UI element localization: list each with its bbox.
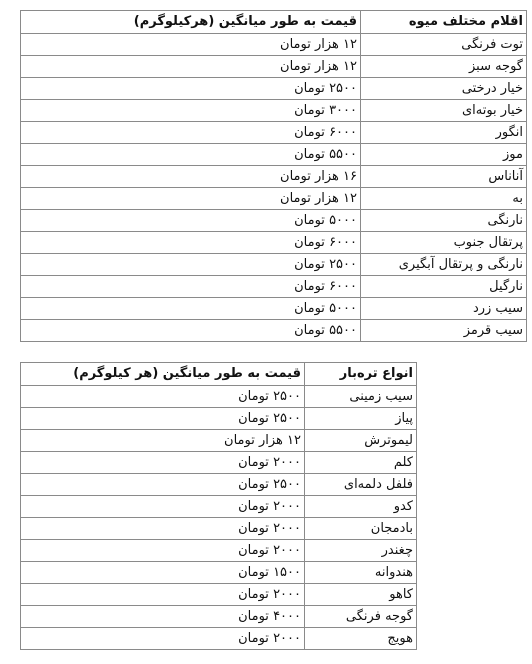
item-name-cell: گوجه سبز <box>361 56 527 78</box>
item-name-cell: بادمجان <box>305 518 417 540</box>
item-price-cell: ۲۰۰۰ تومان <box>21 518 305 540</box>
table-row <box>21 188 527 210</box>
item-name-cell: پرتقال جنوب <box>361 232 527 254</box>
item-name-cell: به <box>361 188 527 210</box>
table-row <box>21 34 527 56</box>
table-row <box>21 562 417 584</box>
item-name-cell: سیب قرمز <box>361 320 527 342</box>
item-price-cell: ۵۰۰۰ تومان <box>21 210 361 232</box>
table-header-row <box>21 11 527 34</box>
fruit-price-table <box>20 10 527 342</box>
item-name-cell: انگور <box>361 122 527 144</box>
item-price-cell: ۲۰۰۰ تومان <box>21 540 305 562</box>
item-name-cell: خیار درختی <box>361 78 527 100</box>
item-price-cell: ۲۵۰۰ تومان <box>21 408 305 430</box>
table-row <box>21 56 527 78</box>
item-price-cell: ۱۵۰۰ تومان <box>21 562 305 584</box>
item-name-cell: موز <box>361 144 527 166</box>
table-row <box>21 518 417 540</box>
item-name-cell: نارگیل <box>361 276 527 298</box>
table-row <box>21 628 417 650</box>
table-row <box>21 320 527 342</box>
item-name-cell: کاهو <box>305 584 417 606</box>
item-name-cell: نارنگی <box>361 210 527 232</box>
table-row <box>21 276 527 298</box>
item-price-cell: ۲۰۰۰ تومان <box>21 496 305 518</box>
table-row <box>21 452 417 474</box>
table-row <box>21 540 417 562</box>
item-price-cell: ۴۰۰۰ تومان <box>21 606 305 628</box>
item-price-cell: ۳۰۰۰ تومان <box>21 100 361 122</box>
item-price-cell: ۲۵۰۰ تومان <box>21 386 305 408</box>
item-name-cell: سیب زرد <box>361 298 527 320</box>
item-name-cell: لیموترش <box>305 430 417 452</box>
item-price-cell: ۱۲ هزار تومان <box>21 56 361 78</box>
table-row <box>21 584 417 606</box>
item-name-cell: فلفل دلمه‌ای <box>305 474 417 496</box>
table-header-row <box>21 363 417 386</box>
item-price-cell: ۶۰۰۰ تومان <box>21 122 361 144</box>
fruit-name-header: اقلام مختلف میوه <box>361 11 527 34</box>
item-name-cell: آناناس <box>361 166 527 188</box>
item-price-cell: ۵۵۰۰ تومان <box>21 144 361 166</box>
item-price-cell: ۲۰۰۰ تومان <box>21 628 305 650</box>
table-row <box>21 232 527 254</box>
item-name-cell: هندوانه <box>305 562 417 584</box>
table-row <box>21 474 417 496</box>
item-price-cell: ۱۲ هزار تومان <box>21 430 305 452</box>
fruit-rows <box>21 34 527 342</box>
item-price-cell: ۱۲ هزار تومان <box>21 34 361 56</box>
table-row <box>21 606 417 628</box>
table-row <box>21 144 527 166</box>
vegetable-name-header: انواع تره‌بار <box>305 363 417 386</box>
item-name-cell: توت فرنگی <box>361 34 527 56</box>
item-price-cell: ۲۰۰۰ تومان <box>21 452 305 474</box>
item-price-cell: ۲۵۰۰ تومان <box>21 254 361 276</box>
table-row <box>21 166 527 188</box>
item-price-cell: ۱۶ هزار تومان <box>21 166 361 188</box>
table-row <box>21 100 527 122</box>
item-name-cell: چغندر <box>305 540 417 562</box>
item-name-cell: کلم <box>305 452 417 474</box>
table-row <box>21 430 417 452</box>
table-row <box>21 408 417 430</box>
table-row <box>21 210 527 232</box>
item-name-cell: پیاز <box>305 408 417 430</box>
table-row <box>21 386 417 408</box>
item-price-cell: ۲۵۰۰ تومان <box>21 78 361 100</box>
item-price-cell: ۶۰۰۰ تومان <box>21 276 361 298</box>
item-name-cell: هویج <box>305 628 417 650</box>
table-row <box>21 122 527 144</box>
item-name-cell: خیار بوته‌ای <box>361 100 527 122</box>
item-price-cell: ۶۰۰۰ تومان <box>21 232 361 254</box>
item-name-cell: نارنگی و پرتقال آبگیری <box>361 254 527 276</box>
item-price-cell: ۱۲ هزار تومان <box>21 188 361 210</box>
item-price-cell: ۲۵۰۰ تومان <box>21 474 305 496</box>
item-price-cell: ۲۰۰۰ تومان <box>21 584 305 606</box>
item-name-cell: گوجه فرنگی <box>305 606 417 628</box>
fruit-price-header: قیمت به طور میانگین (هرکیلوگرم) <box>21 11 361 34</box>
vegetable-rows <box>21 386 417 650</box>
item-name-cell: سیب زمینی <box>305 386 417 408</box>
item-price-cell: ۵۰۰۰ تومان <box>21 298 361 320</box>
vegetable-price-header: قیمت به طور میانگین (هر کیلوگرم) <box>21 363 305 386</box>
table-row <box>21 298 527 320</box>
table-row <box>21 254 527 276</box>
table-row <box>21 78 527 100</box>
item-price-cell: ۵۵۰۰ تومان <box>21 320 361 342</box>
item-name-cell: کدو <box>305 496 417 518</box>
vegetable-price-table <box>20 362 417 650</box>
table-row <box>21 496 417 518</box>
